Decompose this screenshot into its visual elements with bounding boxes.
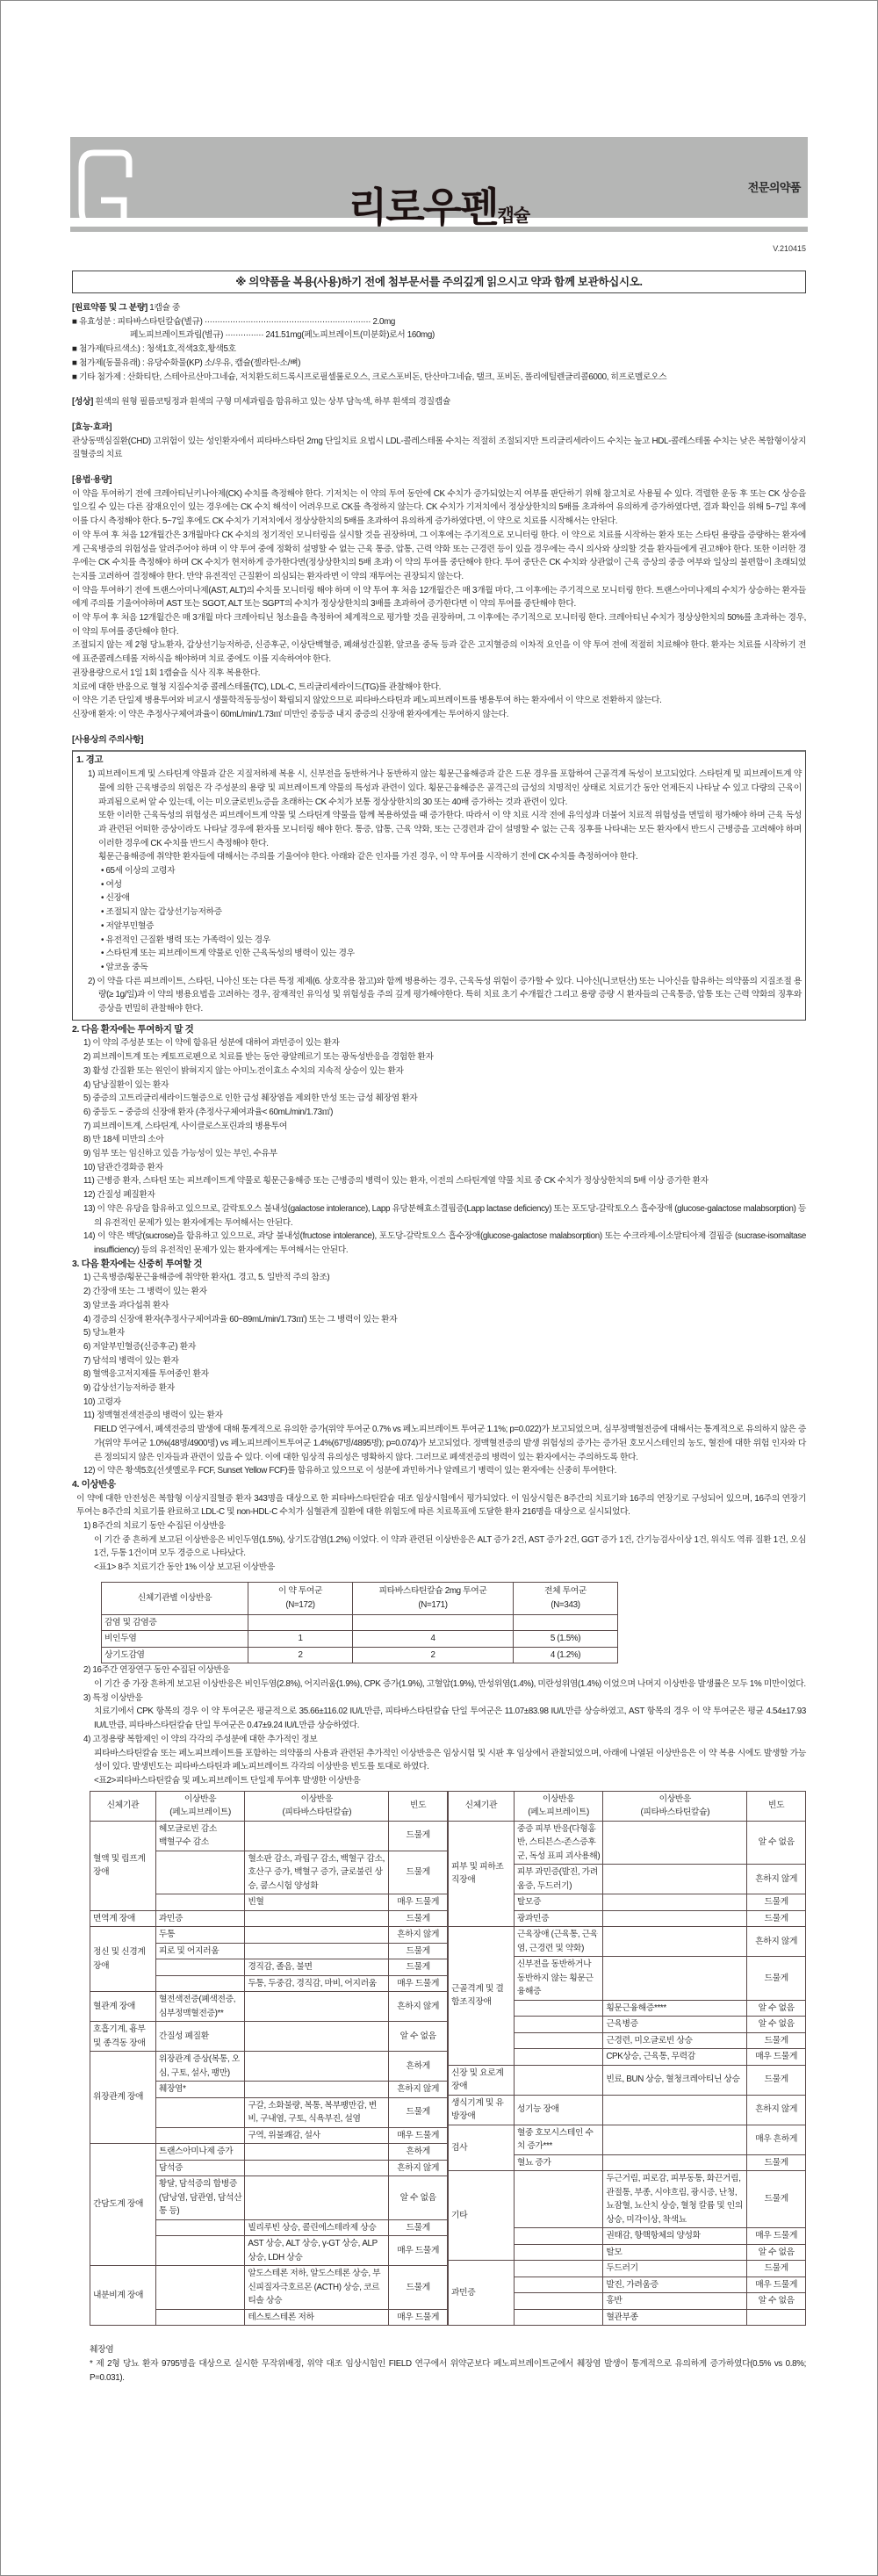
adverse-subtitle: 4) 고정용량 복합제인 이 약의 각각의 주성분에 대한 추가적인 정보	[83, 1734, 318, 1744]
frequency-cell: 흔하지 않게	[389, 2082, 448, 2098]
table-header-cell: 이상반응 (페노피브레이트)	[155, 1791, 244, 1821]
dosage-form: 캡슐	[497, 206, 530, 226]
reaction-cell: 알도스테론 저하, 알도스테론 상승, 부신피질자극호르몬 (ACTH) 상승, 코르티솔 상승	[245, 2266, 389, 2310]
appearance-text: 흰색의 원형 필름코팅정과 흰색의 구형 미세과립을 함유하고 있는 상부 담녹색, 하부 흰색의 경질캡슐	[93, 397, 450, 408]
risk-factor-item: • 스타틴계 또는 피브레이트계 약물로 인한 근육독성의 병력이 있는 경우	[101, 947, 802, 961]
adverse-intro: 이 약에 대한 안전성은 복합형 이상지질혈증 환자 343명을 대상으로 한 피타바스타틴칼슘 대조 임상시험에서 평가되었다. 이 임상시험은 8주간의 치료기와 16주의 연장기로 구성되어 있으며, 16주의 연장기 투여는 8주간의 치료기를 완료하고 LDL-C 및 non-HDL-C 수치가 심혈관계 질환에 대한 위험도에 따른 치료목표에 도달한 환자 216명을 대상으로 실시되었다.	[76, 1493, 806, 1518]
reaction-cell	[245, 2176, 389, 2220]
caution-item: 7) 담석의 병력이 있는 환자	[83, 1355, 179, 1366]
frequency-cell: 드물게	[389, 1910, 448, 1927]
table-row	[90, 1910, 448, 1927]
reaction-cell: 간질성 폐질환	[155, 2022, 244, 2052]
risk-factor-item: • 알코올 중독	[101, 961, 802, 975]
contraindication-item: 11) 근병증 환자, 스타틴 또는 피브레이트계 약물로 횡문근융해증 또는 근병증의 병력이 있는 환자, 이전의 스타틴계열 약물 치료 중 CK 수치가 정상상한치의 5배 이상 증가한 환자	[83, 1176, 709, 1187]
contraindication-item: 13) 이 약은 유당을 함유하고 있으므로, 갈락토오스 불내성(galactose intolerance), Lapp 유당분해효소결핍증(Lapp lactase deficiency) 또는 포도당-갈락토오스 흡수장애 (glucose-galactose malabsorption) 등의 유전적인 문제가 있는 환자에게는 투여해서는 안된다.	[83, 1203, 806, 1228]
contraindication-item: 5) 중증의 고트리글리세라이드혈증으로 인한 급성 췌장염을 제외한 만성 또는 급성 췌장염 환자	[83, 1093, 418, 1104]
table-cell: 상기도감염	[102, 1647, 248, 1663]
adverse-subtitle: 1) 8주간의 치료기 동안 수집된 이상반응	[83, 1521, 226, 1532]
table-cell	[514, 1614, 618, 1631]
table-cell: 비인두염	[102, 1631, 248, 1648]
frequency-cell: 드물게	[747, 2154, 806, 2171]
reaction-cell: 테스토스테론 저하	[245, 2309, 389, 2326]
table-row	[102, 1614, 618, 1631]
dosage-paragraph: 이 약을 투여하기 전에 크레아티닌키나아제(CK) 수치를 측정해야 한다. 기저치는 이 약의 투여 동안에 CK 수치가 증가되었는지 여부를 판단하기 위해 참고치로 사용될 수 있다. 격렬한 운동 후 또는 CK 상승을 일으킬 수 있는 다른 잠재요인이 있는 경우에는 CK 수치 해석이 어려우므로 CK를 측정하지 않는다. CK 수치가 기저치에서 정상상한치의 5배를 초과하여 유의하게 증가하였다면, 결과 확인을 위해 5~7일 후에 이를 다시 측정해야 한다. 5~7일 후에도 CK 수치가 기저치에서 정상상한치의 5배를 초과하여 유의하게 증가하였다면, 이 약으로 치료를 시작해서는 안된다.	[72, 488, 806, 527]
reaction-cell	[514, 2244, 602, 2261]
reaction-cell	[245, 1927, 389, 1944]
adverse-text: 이 기간 중 가장 흔하게 보고된 이상반응은 비인두염(2.8%), 어지러움(1.9%), CPK 증가(1.9%), 고혈압(1.9%), 만성위염(1.4%), 미란성위염(1.4%) 이었으며 나머지 이상반응 발생률은 모두 1% 미만이었다.	[94, 1679, 806, 1690]
reaction-cell: 위장관계 증상(복통, 오심, 구토, 설사, 팽만)	[155, 2052, 244, 2082]
table-row	[90, 2144, 448, 2161]
reaction-cell	[603, 1865, 747, 1894]
frequency-cell: 흔하게	[389, 2144, 448, 2161]
reaction-cell: 근육장애 (근육통, 근육염, 근경련 및 약화)	[514, 1927, 602, 1957]
table-header-cell: 신체기관	[90, 1791, 156, 1821]
contraindication-item: 1) 이 약의 주성분 또는 이 약에 함유된 성분에 대하여 과민증이 있는 환자	[83, 1038, 340, 1049]
reaction-cell: 구갈, 소화불량, 복통, 복부팽만감, 변비, 구내염, 구토, 식욕부진, 설염	[245, 2097, 389, 2127]
reaction-cell	[245, 1992, 389, 2022]
reaction-cell: 두근거림, 피로감, 피부동통, 화끈거림, 관절통, 부종, 시야흐림, 광시증, 난청, 뇨잠혈, 뇨산치 상승, 혈청 칼륨 및 인의 상승, 미각이상, 착색뇨	[603, 2171, 747, 2228]
table-header-row	[102, 1582, 618, 1614]
reaction-cell	[603, 1894, 747, 1911]
dosage-paragraph: 권장용량으로서 1일 1회 1캡슐을 식사 직후 복용한다.	[72, 667, 261, 678]
reaction-cell	[155, 1894, 244, 1911]
risk-factor-item: • 신장애	[101, 891, 802, 906]
reaction-cell: 신부전을 동반하거나 동반하지 않는 횡문근융해증	[514, 1957, 602, 2001]
reaction-cell: 두드러기	[603, 2261, 747, 2277]
adverse-text: 피타바스타틴칼슘 또는 페노피브레이트를 포함하는 의약품의 사용과 관련된 추가적인 이상반응은 임상시험 및 시판 후 임상에서 관찰되었으며, 아래에 나열된 이상반응은 이 약 복용 시에도 발생할 가능성이 있다. 발생빈도는 피타바스타틴과 페노피브레이트 각각의 이상반응 빈도를 토대로 하였다.	[94, 1748, 806, 1772]
reaction-cell: 발진, 가려움증	[603, 2277, 747, 2293]
reaction-cell	[155, 1959, 244, 1976]
reaction-cell: 빈혈	[245, 1894, 389, 1911]
contraindication-item: 9) 임부 또는 임신하고 있을 가능성이 있는 부인, 수유부	[83, 1149, 277, 1159]
table-header-cell: 이상반응 (피타바스타틴칼슘)	[603, 1791, 747, 1821]
organ-cell: 간담도계 장애	[90, 2144, 156, 2266]
reaction-cell	[514, 2000, 602, 2017]
frequency-cell: 매우 드물게	[389, 2127, 448, 2144]
active-ingredient: ■ 유효성분 : 피타바스타틴칼슘(별규) ································································· 2.0mg	[72, 315, 806, 329]
reaction-cell: 중증 피부 반응(다형홍반, 스티븐스-존스증후군, 독성 표피 괴사용해)	[514, 1821, 602, 1865]
reaction-cell	[155, 2219, 244, 2236]
frequency-cell: 흔하지 않게	[747, 1927, 806, 1957]
frequency-cell: 알 수 없음	[747, 2017, 806, 2033]
table-cell	[248, 1614, 353, 1631]
adverse-subtitle: 2) 16주간 연장연구 동안 수집된 이상반응	[83, 1665, 230, 1676]
warning-title: 1. 경고	[76, 754, 104, 766]
table-header-row	[449, 1791, 806, 1821]
frequency-cell: 매우 드물게	[389, 2236, 448, 2266]
caution-item: 3) 알코올 과다섭취 환자	[83, 1300, 169, 1310]
reaction-cell	[603, 1821, 747, 1865]
table-row	[449, 2125, 806, 2154]
document-body	[72, 301, 806, 2385]
reaction-cell: 근경련, 미오글로빈 상승	[603, 2032, 747, 2049]
reaction-cell	[603, 2125, 747, 2154]
table-row	[449, 2171, 806, 2228]
footnote-text: * 제 2형 당뇨 환자 9795명을 대상으로 실시한 무작위배정, 위약 대조 임상시험인 FIELD 연구에서 위약군보다 페노피브레이트군에서 췌장염 발생이 통계적으로 유의하게 증가하였다(0.5% vs 0.8%; P=0.031).	[90, 2358, 806, 2383]
adverse-table-2-right	[448, 1791, 806, 2327]
adverse-title: 4. 이상반응	[72, 1478, 116, 1490]
frequency-cell: 흔하지 않게	[747, 2095, 806, 2125]
reaction-cell	[514, 2309, 602, 2326]
frequency-cell	[747, 2309, 806, 2326]
frequency-cell: 흔하지 않게	[389, 1927, 448, 1944]
reaction-cell	[514, 2261, 602, 2277]
product-title	[0, 176, 878, 234]
table-row	[102, 1647, 618, 1663]
reaction-cell: 권태감, 항핵항체의 양성화	[603, 2228, 747, 2245]
adverse-text: 이 기간 중 흔하게 보고된 이상반응은 비인두염(1.5%), 상기도감염(1.2%) 이었다. 이 약과 관련된 이상반응은 ALT 증가 2건, AST 증가 2건, GGT 증가 1건, 간기능검사이상 1건, 위식도 역류 질환 1건, 오심 1건, 두통 1건이며 모두 경증으로 나타났다.	[94, 1534, 806, 1559]
organ-cell: 생식기계 및 유방장애	[449, 2095, 515, 2125]
frequency-cell: 드물게	[389, 1943, 448, 1959]
table-header-cell: 빈도	[389, 1791, 448, 1821]
table-row	[90, 2266, 448, 2310]
frequency-cell: 드물게	[747, 1957, 806, 2001]
table-row	[90, 1821, 448, 1851]
table-header-cell: 이상반응 (피타바스타틴칼슘)	[245, 1791, 389, 1821]
contraindication-item: 8) 만 18세 미만의 소아	[83, 1135, 164, 1145]
contraindications-title: 2. 다음 환자에는 투여하지 말 것	[72, 1023, 194, 1035]
frequency-cell: 매우 드물게	[389, 1975, 448, 1992]
reaction-cell	[245, 1943, 389, 1959]
contraindication-item: 3) 활성 간질환 또는 원인이 밝혀지지 않는 아미노전이효소 수치의 지속적 상승이 있는 환자	[83, 1065, 404, 1076]
adverse-text: 치료기에서 CPK 항목의 경우 이 약 투여군은 평균적으로 35.66±116.02 IU/L만큼, 피타바스타틴칼슘 단일 투여군은 11.07±83.98 IU/L만큼 상승하였고, AST 항목의 경우 이 약 투여군은 평균 4.54±17.93 IU/L만큼, 피타바스타틴칼슘 단일 투여군은 0.47±9.24 IU/L만큼 상승하였다.	[94, 1707, 806, 1731]
reaction-cell: 혈전색전증(폐색전증, 심부정맥혈전증)**	[155, 1992, 244, 2022]
frequency-cell: 알 수 없음	[389, 2176, 448, 2220]
composition-title: [원료약품 및 그 분량]	[72, 303, 148, 313]
organ-cell: 혈액 및 림프계 장애	[90, 1821, 156, 1910]
reaction-cell	[245, 1910, 389, 1927]
table-header-cell: 이상반응 (페노피브레이트)	[514, 1791, 602, 1821]
frequency-cell: 드물게	[747, 2171, 806, 2228]
reaction-cell	[514, 2049, 602, 2066]
frequency-cell: 드물게	[747, 1894, 806, 1911]
adverse-table-1	[101, 1582, 618, 1664]
reaction-cell	[245, 2160, 389, 2176]
risk-factor-list	[76, 864, 802, 975]
reaction-cell: 탈모	[603, 2244, 747, 2261]
caution-item: 5) 당뇨환자	[83, 1328, 125, 1339]
risk-factor-item: • 유전적인 근질환 병력 또는 가족력이 있는 경우	[101, 934, 802, 948]
composition-section	[72, 301, 806, 384]
table1-caption: <표1> 8주 치료기간 동안 1% 이상 보고된 이상반응	[94, 1562, 275, 1573]
reaction-cell: 헤모글로빈 감소 백혈구수 감소	[155, 1821, 244, 1851]
organ-cell: 내분비계 장애	[90, 2266, 156, 2326]
reaction-cell: 두통	[155, 1927, 244, 1944]
organ-cell: 정신 및 신경계 장애	[90, 1927, 156, 1992]
reaction-cell: 담석증	[155, 2160, 244, 2176]
frequency-cell: 드물게	[747, 2032, 806, 2049]
composition-unit: 1캡슐 중	[147, 303, 181, 313]
appearance-title: [성상]	[72, 397, 94, 408]
additive-animal: ■ 첨가제(동물유래) : 유당수화물(KP) 소/우유, 캡슐(젤라틴-소/뼈)	[72, 357, 806, 371]
frequency-cell: 드물게	[747, 2261, 806, 2277]
organ-cell: 혈관계 장애	[90, 1992, 156, 2022]
table-row	[90, 2022, 448, 2052]
reaction-cell: 구역, 위불쾌감, 설사	[245, 2127, 389, 2144]
risk-factor-item: • 조절되지 않는 갑상선기능저하증	[101, 906, 802, 920]
table-row	[449, 2065, 806, 2095]
frequency-cell: 알 수 없음	[747, 2000, 806, 2017]
frequency-cell: 알 수 없음	[747, 2293, 806, 2310]
reaction-cell: 홍반	[603, 2293, 747, 2310]
notice-box: ※ 의약품을 복용(사용)하기 전에 첨부문서를 주의깊게 읽으시고 약과 함께 보관하십시오.	[72, 271, 806, 293]
organ-cell: 위장관계 장애	[90, 2052, 156, 2144]
frequency-cell: 흔하지 않게	[389, 1992, 448, 2022]
reaction-cell	[603, 1927, 747, 1957]
table-cell: 1	[248, 1631, 353, 1648]
frequency-cell: 드물게	[389, 1959, 448, 1976]
reaction-cell: 빌리루빈 상승, 콜린에스테라제 상승	[245, 2219, 389, 2236]
frequency-cell: 알 수 없음	[389, 2022, 448, 2052]
dosage-paragraph: 신장애 환자: 이 약은 추정사구체여과율이 60mL/min/1.73㎡ 미만인 중등증 내지 중증의 신장애 환자에게는 투여하지 않는다.	[72, 709, 509, 719]
reaction-cell: 빈료, BUN 상승, 혈청크레아티닌 상승	[603, 2065, 747, 2095]
frequency-cell: 알 수 없음	[747, 1821, 806, 1865]
table-row	[449, 2261, 806, 2277]
table-cell: 감염 및 감염증	[102, 1614, 248, 1631]
frequency-cell: 매우 드물게	[747, 2228, 806, 2245]
frequency-cell: 매우 드물게	[389, 1894, 448, 1911]
organ-cell: 근골격계 및 결합조직장애	[449, 1927, 515, 2066]
table-row	[449, 2095, 806, 2125]
table-header-cell: 신체기관	[449, 1791, 515, 1821]
reaction-cell: CPK상승, 근육통, 무력감	[603, 2049, 747, 2066]
reaction-cell: 혈중 호모시스테인 수치 증가***	[514, 2125, 602, 2154]
caution-list	[72, 1271, 806, 1423]
dosage-paragraph: 이 약 투여 후 처음 12개월간은 매 3개월 마다 크레아티닌 청소율을 측정하여 체계적으로 평가할 것을 권장하며, 그 이후에는 주기적으로 모니터링 한다. 크레아티닌 수치가 정상상한치의 50%를 초과하는 경우, 이 약의 투여를 중단해야 한다.	[72, 613, 806, 637]
adverse-subtitle: 3) 특정 이상반응	[83, 1692, 143, 1703]
efficacy-text: 관상동맥심질환(CHD) 고위험이 있는 성인환자에서 피타바스타틴 2mg 단일치료 요법시 LDL-콜레스테롤 수치는 적절히 조절되지만 트리글리세라이드 수치는 높고 HDL-콜레스테롤 수치는 낮은 복합형이상지질혈증의 치료	[72, 436, 806, 460]
frequency-cell: 드물게	[389, 2219, 448, 2236]
frequency-cell: 드물게	[747, 1910, 806, 1927]
table-header-cell: 이 약 투여군 (N=172)	[248, 1582, 353, 1614]
frequency-cell: 흔하지 않게	[389, 2160, 448, 2176]
caution-title: 3. 다음 환자에는 신중히 투여할 것	[72, 1258, 203, 1269]
additive-other: ■ 기타 첨가제 : 산화티탄, 스테아르산마그네슘, 저치환도히드록시프로필셀룰로오스, 크로스포비돈, 탄산마그네슘, 탤크, 포비돈, 폴리에틸렌글리콜6000, 히프로멜로오스	[72, 371, 806, 385]
reaction-cell	[603, 2095, 747, 2125]
reaction-cell	[245, 2022, 389, 2052]
caution-detail: FIELD 연구에서, 폐색전증의 발생에 대해 통계적으로 유의한 증가(위약 투여군 0.7% vs 페노피브레이트 투여군 1.1%; p=0.022)가 보고되었으며, 심부정맥혈전증에 대해서는 통계적으로 유의하지 않은 증가(위약 투여군 1.0%(48명/4900명) vs 페노피브레이트투여군 1.4%(67명/4895명); p=0.074)가 보고되었다. 정맥혈전증의 발생 위험성의 증가는 증가된 호모시스테인의 농도, 혈전에 대한 위험 인자와 다른 정의되지 않은 인자들과 관련이 있을 수 있다. 이에 대한 임상적 유의성은 명확하지 않다. 그러므로 폐색전증의 병력이 있는 환자에서는 주의하도록 한다.	[94, 1425, 806, 1462]
warning-paragraph: 또한 이러한 근육독성의 위험성은 피브레이트계 약물 및 스타틴계 약물을 함께 복용하였을 때 증가한다. 따라서 이 약 치료 시작 전에 유익성과 더불어 치료적 위험성을 면밀히 평가해야 하며 근육 독성과 관련된 어떠한 증상이라도 나타날 경우에 환자를 모니터링 해야 한다. 통증, 압통, 근육 약화, 또는 근경련과 같이 설명할 수 없는 근육 징후를 나타내는 모든 환자에서 반드시 근병증을 고려해야 하며 이러한 경우에 CK 수치를 반드시 측정해야 한다.	[98, 811, 802, 848]
dosage-title: [용법·용량]	[72, 475, 112, 486]
table-header-cell: 신체기관별 이상반응	[102, 1582, 248, 1614]
table-cell: 2	[353, 1647, 514, 1663]
reaction-cell	[155, 2309, 244, 2326]
dosage-paragraph: 이 약은 기존 단일제 병용투여와 비교시 생물학적동등성이 확립되지 않았으므로 피타바스타틴과 페노피브레이트를 병용투여 하는 환자에서 이 약으로 전환하지 않는다.	[72, 696, 662, 706]
version-label: V.210415	[773, 244, 806, 253]
reaction-cell: 근육병증	[603, 2017, 747, 2033]
reaction-cell: 혈뇨 증가	[514, 2154, 602, 2171]
table-header-cell: 전체 투여군 (N=343)	[514, 1582, 618, 1614]
reaction-cell: 혈소판 감소, 과립구 감소, 백혈구 감소, 호산구 증가, 백혈구 증가, 글로불린 상승, 쿰스시험 양성화	[245, 1851, 389, 1894]
footnote	[72, 2343, 806, 2385]
frequency-cell: 알 수 없음	[747, 2244, 806, 2261]
dosage-paragraph: 치료에 대한 반응으로 혈청 지질수치중 콜레스테롤(TC), LDL-C, 트리글리세라이드(TG)를 관찰해야 한다.	[72, 682, 442, 692]
reaction-cell	[155, 2266, 244, 2310]
frequency-cell: 흔하게	[389, 2052, 448, 2082]
reaction-cell: 횡문근융해증****	[603, 2000, 747, 2017]
reaction-cell: 피부 과민증(발진, 가려움증, 두드러기)	[514, 1865, 602, 1894]
reaction-cell	[155, 2127, 244, 2144]
caution-item: 11) 정맥혈전색전증의 병력이 있는 환자	[83, 1411, 223, 1421]
footnote-title: 췌장염	[90, 2345, 114, 2356]
reaction-cell	[603, 2154, 747, 2171]
warning-item: 1) 피브레이트계 및 스타틴계 약물과 같은 지질저하제 복용 시, 신부전을 동반하거나 동반하지 않는 횡문근융해증과 같은 드문 경우를 포함하여 근골격계 독성이 보고되었다. 스타틴계 및 피브레이트계 약물에 의한 근육병증의 위험은 각 주성분의 용량 및 피브레이트계 약물의 특성과 관련이 있다. 횡문근융해증은 골격근의 급성의 치명적인 상태로 치료기간 동안 언제든지 나타날 수 있고 다량의 근육이 파괴됨으로써 알 수 있는데, 이는 미오글로빈뇨증을 초래하는 CK 수치가 보통 정상상한치의 30 또는 40배 증가하는 것과 관련이 있다.	[88, 769, 802, 807]
reaction-cell: 황달, 담석증의 합병증(담낭염, 담관염, 담석산통 등)	[155, 2176, 244, 2220]
reaction-cell	[603, 1910, 747, 1927]
organ-cell: 검사	[449, 2125, 515, 2171]
reaction-cell	[514, 2293, 602, 2310]
frequency-cell: 매우 흔하게	[747, 2125, 806, 2154]
table-row	[90, 1992, 448, 2022]
organ-cell: 면역계 장애	[90, 1910, 156, 1927]
product-name: 리로우펜	[348, 184, 498, 230]
contraindication-item: 6) 중등도 ~ 중증의 신장애 환자 (추정사구체여과율< 60mL/min/1.73㎡)	[83, 1107, 334, 1117]
caution-item: 6) 저알부민혈증(신증후군) 환자	[83, 1341, 196, 1352]
table-cell: 2	[248, 1647, 353, 1663]
reaction-cell: 혈관부종	[603, 2309, 747, 2326]
contraindication-item: 2) 피브레이트계 또는 케토프로펜으로 치료를 받는 동안 광알레르기 또는 광독성반응을 경험한 환자	[83, 1052, 434, 1063]
organ-cell: 피부 및 피하조직장애	[449, 1821, 515, 1927]
appearance-section	[72, 395, 806, 409]
frequency-cell: 드물게	[389, 1851, 448, 1894]
reaction-cell: 탈모증	[514, 1894, 602, 1911]
reaction-cell	[155, 1975, 244, 1992]
reaction-cell	[514, 2228, 602, 2245]
frequency-cell: 드물게	[747, 2065, 806, 2095]
organ-cell: 호흡기계, 흉부 및 종격동 장애	[90, 2022, 156, 2052]
reaction-cell: 췌장염*	[155, 2082, 244, 2098]
reaction-cell	[155, 2097, 244, 2127]
reaction-cell	[603, 1957, 747, 2001]
efficacy-section	[72, 421, 806, 462]
precautions-title: [사용상의 주의사항]	[72, 734, 144, 745]
reaction-cell: 과민증	[155, 1910, 244, 1927]
contraindication-item: 4) 담낭질환이 있는 환자	[83, 1079, 169, 1090]
risk-factor-item: • 여성	[101, 878, 802, 892]
table-header-row	[90, 1791, 448, 1821]
reaction-cell: 광과민증	[514, 1910, 602, 1927]
table-row	[90, 2052, 448, 2082]
table-cell: 4	[353, 1631, 514, 1648]
reaction-cell	[245, 2052, 389, 2082]
reaction-cell: 트랜스아미나제 증가	[155, 2144, 244, 2161]
dosage-paragraph: 이 약 투여 후 처음 12개월간은 3개월마다 CK 수치의 정기적인 모니터링을 실시할 것을 권장하며, 그 이후에는 주기적으로 모니터링 한다. 이 약으로 치료를 시작하는 환자 또는 스타틴 용량을 증량하는 환자에게 근육병증의 위험성을 알려주어야 하며 이 약 투여 중에 정확히 설명할 수 없는 근육 통증, 압통, 근력 약화 또는 근경련 등이 있을 경우에는 즉시 의사와 상의할 것을 환자들에게 권고해야 한다. 또한 이러한 경우에는 CK 수치를 측정해야 하며 CK 수치가 현저하게 증가한다면(정상상한치의 5배 초과) 이 약의 투여를 중단해야 한다. 투여 중단은 CK 수치와 상관없이 근육 증상의 중증 여부와 일상의 불편함이 초래되었는지를 고려하여 결정해야 한다. 만약 유전적인 근질환이 의심되는 환자라면 이 약의 재투여는 권장되지 않는다.	[72, 530, 806, 581]
table-row	[449, 1927, 806, 1957]
reaction-cell	[155, 2236, 244, 2266]
risk-factor-item: • 저알부민혈증	[101, 920, 802, 934]
reaction-cell	[155, 1851, 244, 1894]
reaction-cell	[245, 2144, 389, 2161]
additive-tar: ■ 첨가제(타르색소) : 청색1호,적색3호,황색5호	[72, 343, 806, 357]
caution-item: 1) 근육병증/횡문근융해증에 취약한 환자(1. 경고, 5. 일반적 주의 참조)	[83, 1273, 330, 1283]
adverse-table-2-left	[90, 1791, 448, 2327]
reaction-cell	[245, 2082, 389, 2098]
contraindication-item: 7) 피브레이트계, 스타틴계, 사이클로스포린과의 병용투여	[83, 1121, 287, 1131]
frequency-cell: 매우 드물게	[747, 2049, 806, 2066]
table-row	[449, 1821, 806, 1865]
frequency-cell: 드물게	[389, 2097, 448, 2127]
reaction-cell	[514, 2017, 602, 2033]
contraindication-item: 14) 이 약은 백당(sucrose)을 함유하고 있으므로, 과당 불내성(fructose intolerance), 포도당-갈락토오스 흡수장애(glucose-galactose malabsorption) 또는 수크라제-이소말티아제 결핍증 (sucrase-isomaltase insufficiency) 등의 유전적인 문제가 있는 환자에게는 투여해서는 안된다.	[83, 1231, 806, 1255]
frequency-cell: 흔하지 않게	[747, 1865, 806, 1894]
table-cell: 4 (1.2%)	[514, 1647, 618, 1663]
active-ingredient-2: 페노피브레이트과립(별규) ··············· 241.51mg(페노피브레이트(미분화)로서 160mg)	[130, 330, 435, 341]
warning-item: 2) 이 약을 다른 피브레이트, 스타틴, 니아신 또는 다른 특정 제제(6. 상호작용 참고)와 함께 병용하는 경우, 근육독성 위험이 증가할 수 있다. 니아신(니코틴산) 또는 니아신을 함유하는 의약품의 지질조절 용량(≥ 1g/일)과 이 약의 병용요법을 고려하는 경우, 잠재적인 유익성 및 위험성을 주의 깊게 평가해야한다. 특히 치료 초기 수개월간 그리고 용량 증량 시 환자들의 근육통증, 압통 또는 근력 약화의 징후와 증상을 면밀히 관찰해야 한다.	[88, 976, 802, 1014]
organ-cell: 신장 및 요로계 장애	[449, 2065, 515, 2095]
reaction-cell	[245, 1821, 389, 1851]
warning-paragraph: 횡문근융해증에 취약한 환자들에 대해서는 주의를 기울여야 한다. 아래와 같은 인자를 가진 경우, 이 약 투여를 시작하기 전에 CK 수치를 측정하여야 한다.	[98, 852, 638, 862]
frequency-cell: 드물게	[389, 2266, 448, 2310]
caution-item: 10) 고령자	[83, 1396, 121, 1407]
table-header-cell: 빈도	[747, 1791, 806, 1821]
reaction-cell	[514, 2065, 602, 2095]
dosage-section	[72, 473, 806, 722]
contraindication-item: 12) 간질성 폐질환자	[83, 1190, 155, 1201]
reaction-cell: 두통, 두중감, 경직감, 마비, 어지러움	[245, 1975, 389, 1992]
table-cell: 5 (1.5%)	[514, 1631, 618, 1648]
dosage-paragraph: 조절되지 않는 제 2형 당뇨환자, 갑상선기능저하증, 신증후군, 이상단백혈증, 폐쇄성간질환, 알코올 중독 등과 같은 고지혈증의 이차적 요인을 이 약 투여 전에 적절히 치료해야 한다. 환자는 치료를 시작하기 전에 표준콜레스테롤 저하식을 해야하며 치료 중에도 이를 지속하여야 한다.	[72, 640, 806, 665]
efficacy-title: [효능·효과]	[72, 422, 112, 432]
caution-item: 9) 갑상선기능저하증 환자	[83, 1383, 175, 1394]
caution-item: 2) 간장애 또는 그 병력이 있는 환자	[83, 1287, 207, 1297]
frequency-cell: 매우 드물게	[747, 2277, 806, 2293]
organ-cell: 과민증	[449, 2261, 515, 2326]
contraindications-list	[72, 1036, 806, 1257]
table2-caption: <표2>피타바스타틴칼슘 및 페노피브레이트 단일제 투여후 발생한 이상반응	[94, 1776, 361, 1786]
table-header-cell: 피타바스타틴칼슘 2mg 투여군 (N=171)	[353, 1582, 514, 1614]
table-row	[90, 1927, 448, 1944]
risk-factor-item: • 65세 이상의 고령자	[101, 864, 802, 878]
reaction-cell	[514, 2171, 602, 2228]
organ-cell: 기타	[449, 2171, 515, 2261]
reaction-cell	[514, 2032, 602, 2049]
dosage-paragraph: 이 약을 투여하기 전에 트랜스아미나제(AST, ALT)의 수치를 모니터링 해야 하며 이 약 투여 후 처음 12개월간은 매 3개월 마다, 그 이후에는 주기적으로 모니터링 한다. 트랜스아미나제의 수치가 상승하는 환자들에게 주의를 기울여야하며 AST 또는 SGOT, ALT 또는 SGPT의 수치가 정상상한치의 3배를 초과하여 증가한다면 이 약의 투여를 중단해야 한다.	[72, 585, 806, 610]
caution-item: 4) 경증의 신장애 환자(추정사구체여과율 60~89mL/min/1.73㎡) 또는 그 병력이 있는 환자	[83, 1314, 398, 1324]
reaction-cell: 경직감, 졸음, 불면	[245, 1959, 389, 1976]
contraindication-item: 10) 담관간경화증 환자	[83, 1162, 163, 1173]
reaction-cell: 피로 및 어지러움	[155, 1943, 244, 1959]
reaction-cell	[514, 2277, 602, 2293]
caution-item: 12) 이 약은 황색5호(선셋옐로우 FCF, Sunset Yellow FCF)를 함유하고 있으므로 이 성분에 과민하거나 알레르기 병력이 있는 환자에는 신중히 투여한다.	[83, 1466, 617, 1476]
table-row	[102, 1631, 618, 1648]
warning-box	[72, 750, 806, 1020]
frequency-cell: 드물게	[389, 1821, 448, 1851]
reaction-cell: 성기능 장애	[514, 2095, 602, 2125]
reaction-cell: AST 상승, ALT 상승, γ-GT 상승, ALP 상승, LDH 상승	[245, 2236, 389, 2266]
category-label: 전문의약품	[747, 181, 801, 194]
caution-item: 8) 혈액응고저지제를 투여중인 환자	[83, 1369, 209, 1380]
table-cell	[353, 1614, 514, 1631]
frequency-cell: 매우 드물게	[389, 2309, 448, 2326]
